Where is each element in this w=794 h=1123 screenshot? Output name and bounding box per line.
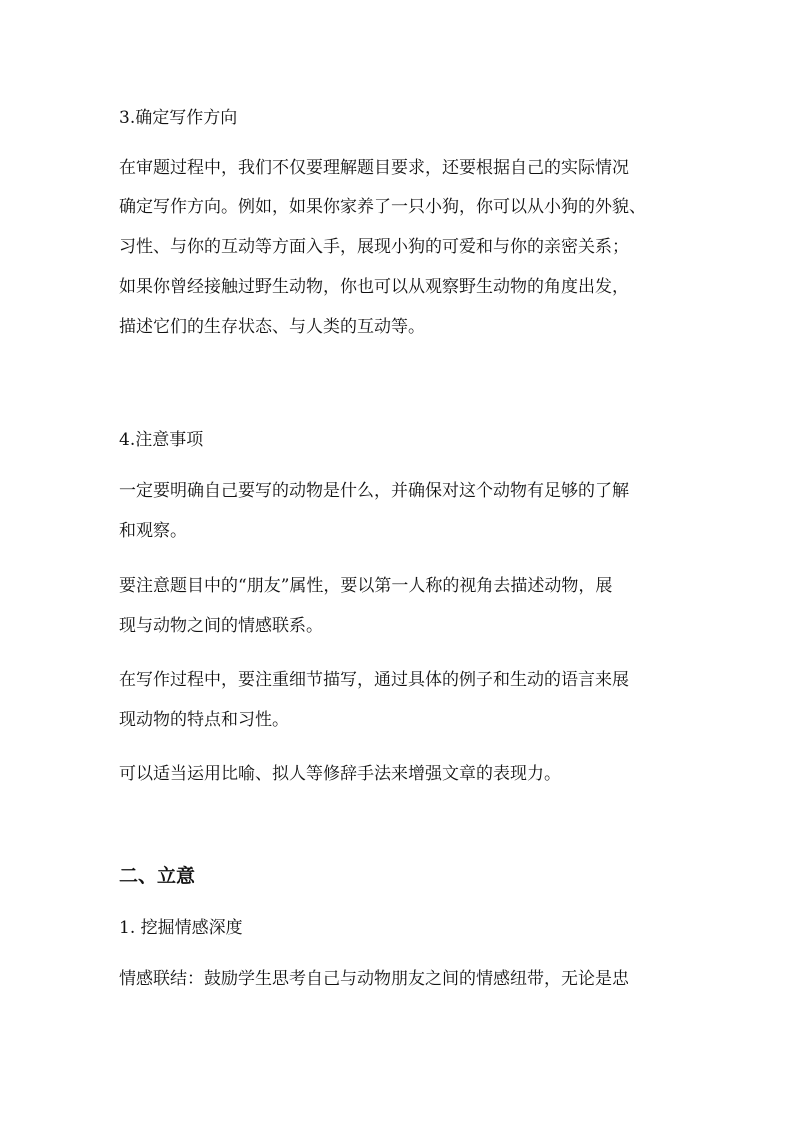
section-4-item-1-line-1: 一定要明确自己要写的动物是什么，并确保对这个动物有足够的了解 bbox=[119, 481, 629, 501]
section-3-text-line-3: 习性、与你的互动等方面入手，展现小狗的可爱和与你的亲密关系； bbox=[119, 237, 629, 257]
section-4-item-1-line-2: 和观察。 bbox=[119, 521, 187, 541]
section-3-text-line-4: 如果你曾经接触过野生动物，你也可以从观察野生动物的角度出发， bbox=[119, 277, 629, 297]
section-3-text-line-2: 确定写作方向。例如，如果你家养了一只小狗，你可以从小狗的外貌、 bbox=[119, 197, 646, 217]
part-2-sub-1-heading: 1. 挖掘情感深度 bbox=[119, 918, 243, 938]
part-2-heading: 二、立意 bbox=[119, 865, 196, 887]
section-4-item-3-line-1: 在写作过程中，要注重细节描写，通过具体的例子和生动的语言来展 bbox=[119, 670, 629, 690]
section-3-text-line-5: 描述它们的生存状态、与人类的互动等。 bbox=[119, 317, 425, 337]
section-3-heading: 3.确定写作方向 bbox=[119, 108, 238, 128]
section-4-heading: 4.注意事项 bbox=[119, 430, 204, 450]
section-4-item-2-line-2: 现与动物之间的情感联系。 bbox=[119, 616, 323, 636]
section-3-text-line-1: 在审题过程中，我们不仅要理解题目要求，还要根据自己的实际情况 bbox=[119, 158, 629, 178]
part-2-sub-1-text-line-1: 情感联结：鼓励学生思考自己与动物朋友之间的情感纽带，无论是忠 bbox=[119, 969, 629, 989]
section-4-item-4-line-1: 可以适当运用比喻、拟人等修辞手法来增强文章的表现力。 bbox=[119, 764, 561, 784]
section-4-item-2-line-1: 要注意题目中的“朋友”属性，要以第一人称的视角去描述动物，展 bbox=[119, 576, 613, 596]
section-4-item-3-line-2: 现动物的特点和习性。 bbox=[119, 710, 289, 730]
